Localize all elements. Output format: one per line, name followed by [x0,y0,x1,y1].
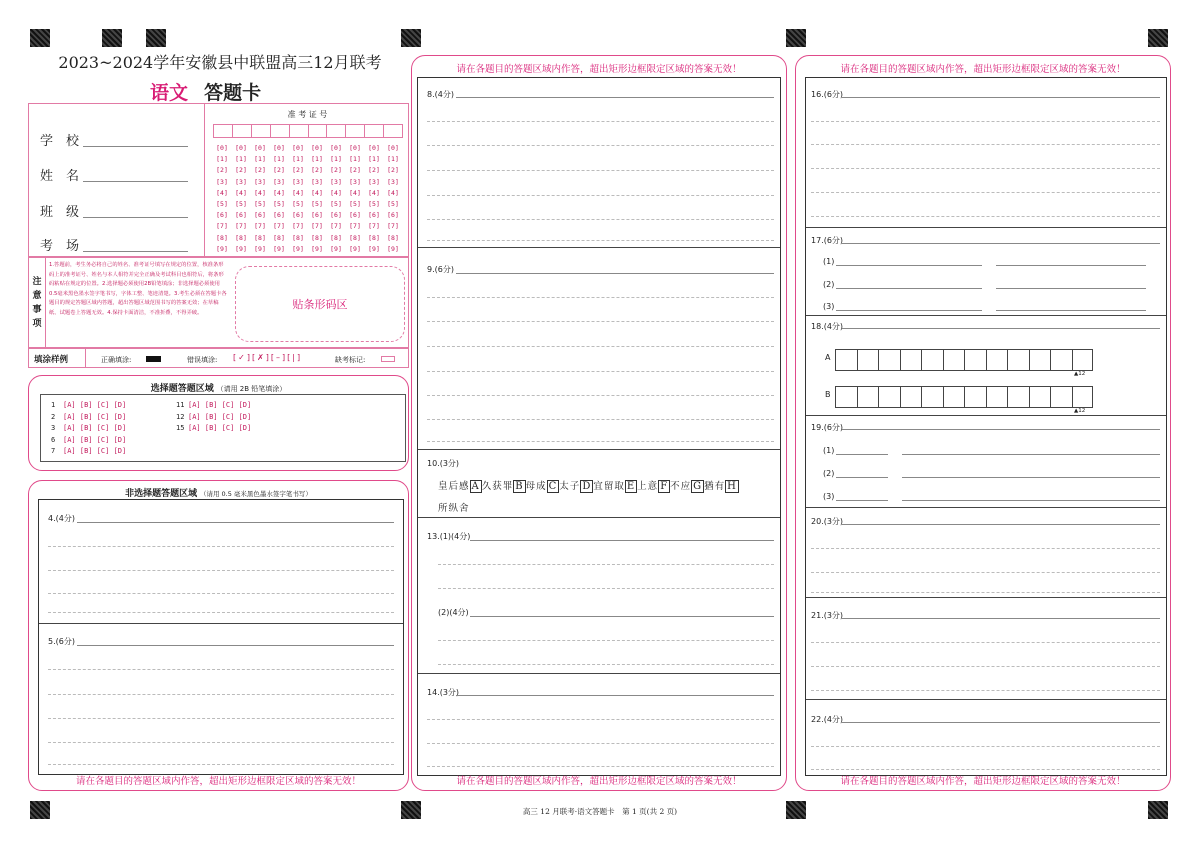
exam-digit-bubble[interactable]: [9] [254,244,266,253]
notice-label: 注 意 事 项 [29,258,46,349]
sentence-segment: 猶有 [704,481,726,492]
question-17[interactable] [806,228,1166,316]
mc-question-number: 1 [51,401,56,409]
break-option-a[interactable]: A [471,481,480,492]
exam-digit-bubble[interactable]: [7] [387,222,399,231]
nonmc-title: 非选择题答题区域 （请用 0.5 毫米黑色墨水签字笔书写） [125,489,312,499]
q17-sub2-label: (2) [823,280,835,289]
sentence-segment: 不应 [670,481,692,492]
mc-column [28,375,409,471]
card-name: 答题卡 [204,82,262,104]
timing-mark [1148,29,1168,47]
exam-digit-bubble[interactable]: [5] [235,200,247,209]
mc-row[interactable] [51,423,126,435]
exam-digit-bubble[interactable]: [8] [311,233,323,242]
question-19[interactable] [806,416,1166,508]
mc-row[interactable] [51,412,126,424]
exam-digit-bubble[interactable]: [2] [292,166,304,175]
exam-digit-bubble[interactable]: [8] [216,233,228,242]
mc-options[interactable]: [A] [B] [C] [D] [188,424,252,432]
mc-row[interactable] [51,435,126,447]
mc-question-number: 2 [51,412,56,421]
exam-digit-bubble[interactable]: [9] [273,244,285,253]
exam-digit-bubble[interactable]: [0] [235,144,247,152]
exam-digit-bubble[interactable]: [5] [292,200,304,209]
mc-options[interactable]: [A] [B] [C] [D] [188,401,252,409]
exam-digit-bubble[interactable]: [5] [387,200,399,209]
exam-digit-bubble[interactable]: [2] [349,166,361,175]
mc-row[interactable] [51,446,126,458]
exam-digit-column[interactable] [270,143,288,255]
exam-digit-bubble[interactable]: [1] [368,155,380,164]
exam-digit-bubble[interactable]: [0] [273,144,285,152]
q19-sub2-label: (2) [823,469,835,478]
sentence-segment: 宜留取 [593,481,625,492]
exam-digit-bubble[interactable]: [9] [311,244,323,253]
break-option-g[interactable]: G [693,481,703,492]
exam-digit-bubble[interactable]: [7] [368,222,380,231]
exam-number-grid [205,104,410,258]
question-17-label: 17.(6分) [811,236,844,245]
exam-digit-bubble[interactable]: [3] [292,177,304,186]
exam-digit-bubble[interactable]: [0] [311,144,323,152]
break-option-h[interactable]: H [727,481,737,492]
question-22-label: 22.(4分) [811,715,844,724]
exam-digit-bubble[interactable]: [0] [330,144,342,152]
question-10-tail: 所纵舍 [438,503,470,514]
exam-number-label: 准 考 证 号 [287,110,328,119]
exam-digit-bubble[interactable]: [6] [387,211,399,220]
exam-digit-bubble[interactable]: [5] [368,200,380,209]
exam-digit-bubble[interactable]: [2] [235,166,247,175]
exam-digit-bubble[interactable]: [4] [292,188,304,197]
mc-question-number: 7 [51,447,56,455]
nonmc-column [28,480,409,791]
question-13-1-label: 13.(1)(4分) [427,532,471,541]
exam-digit-bubble[interactable]: [6] [349,211,361,220]
exam-digit-bubble[interactable]: [8] [368,233,380,242]
question-13[interactable] [418,518,780,674]
q19-sub1-label: (1) [823,446,835,455]
timing-mark [786,29,806,47]
exam-digit-column[interactable] [327,143,345,255]
exam-digit-bubble[interactable]: [8] [330,233,342,242]
mc-options[interactable]: [A] [B] [C] [D] [188,412,252,421]
exam-digit-bubble[interactable]: [2] [387,166,399,175]
absent-mark-box[interactable] [381,356,395,362]
sentence-segment: 太子 [559,481,581,492]
question-18[interactable] [806,316,1166,416]
exam-digit-bubble[interactable]: [4] [235,188,247,197]
exam-digit-bubble[interactable]: [3] [254,177,266,186]
exam-digit-bubble[interactable]: [4] [387,188,399,197]
exam-digit-bubble[interactable]: [0] [254,144,266,152]
right-column [795,55,1171,791]
exam-digit-bubble[interactable]: [6] [235,211,247,220]
exam-number-boxes[interactable] [213,124,403,138]
mc-row[interactable] [176,423,251,435]
exam-digit-bubble[interactable]: [3] [387,177,399,186]
exam-digit-bubble[interactable]: [9] [235,244,247,253]
exam-digit-bubble[interactable]: [8] [254,233,266,242]
exam-digit-column[interactable] [251,143,269,255]
mc-row[interactable] [176,412,251,424]
exam-digit-bubble[interactable]: [6] [311,211,323,220]
absent-mark-label: 缺考标记: [335,356,366,364]
exam-digit-bubble[interactable]: [1] [292,155,304,164]
exam-digit-bubble[interactable]: [2] [273,166,285,175]
info-block [28,103,409,257]
exam-digit-bubble[interactable]: [1] [273,155,285,164]
exam-digit-column[interactable] [308,143,326,255]
exam-digit-bubble[interactable]: [0] [368,144,380,152]
question-8-label: 8.(4分) [427,90,454,99]
exam-digit-bubble[interactable]: [2] [368,166,380,175]
question-21-label: 21.(3分) [811,611,844,620]
exam-digit-bubble[interactable]: [6] [368,211,380,220]
exam-digit-column[interactable] [213,143,231,255]
middle-column [411,55,787,791]
warning-right-bottom: 请在各题目的答题区域内作答，超出矩形边框限定区域的答案无效！ [840,776,1126,787]
correct-fill-label: 正确填涂: [101,356,132,364]
sentence-segment: 母成 [525,481,547,492]
exam-digit-bubble[interactable]: [1] [387,155,399,164]
q18-a-label: A [825,353,831,362]
timing-mark [146,29,166,47]
exam-digit-column[interactable] [365,143,383,255]
exam-digit-bubble[interactable]: [9] [368,244,380,253]
question-10-label: 10.(3分) [427,459,460,468]
exam-digit-bubble[interactable]: [5] [330,200,342,209]
break-option-f[interactable]: F [660,481,669,492]
exam-title: 2023~2024学年安徽县中联盟高三12月联考 [58,53,382,72]
fill-example-row [28,348,409,368]
mc-options[interactable]: [A] [B] [C] [D] [63,435,127,444]
exam-digit-bubble[interactable]: [5] [254,200,266,209]
sentence-segment: 上意 [637,481,659,492]
question-10-sentence [438,478,739,493]
exam-digit-bubble[interactable]: [2] [254,166,266,175]
exam-digit-bubble[interactable]: [6] [273,211,285,220]
break-option-d[interactable]: D [582,481,592,492]
class-field[interactable] [40,201,79,220]
question-13-2-label: (2)(4分) [438,608,469,617]
exam-digit-bubble[interactable]: [5] [273,200,285,209]
exam-digit-column[interactable] [346,143,364,255]
wrong-fill-samples: [✓][✗][–][|] [233,353,303,362]
mc-question-number: 11 [176,401,185,409]
exam-digit-bubble[interactable]: [3] [368,177,380,186]
question-5-label: 5.(6分) [48,637,75,646]
question-18-label: 18.(4分) [811,322,844,331]
exam-digit-bubble[interactable]: [0] [216,144,228,152]
sentence-segment: 皇后感 [438,481,470,492]
question-19-label: 19.(6分) [811,423,844,432]
mc-row[interactable] [51,400,126,412]
exam-digit-bubble[interactable]: [8] [349,233,361,242]
mc-answer-box [40,394,406,462]
mc-question-number: 3 [51,424,56,432]
exam-digit-bubble[interactable]: [3] [349,177,361,186]
exam-digit-bubble[interactable]: [7] [330,222,342,231]
timing-mark [30,29,50,47]
q18-b-label: B [825,390,831,399]
notice-block [28,257,409,348]
exam-digit-bubble[interactable]: [5] [349,200,361,209]
mc-options[interactable]: [A] [B] [C] [D] [63,412,127,421]
exam-digit-bubble[interactable]: [1] [235,155,247,164]
question-20[interactable] [806,508,1166,598]
exam-digit-bubble[interactable]: [4] [254,188,266,197]
barcode-label: 贴条形码区 [292,298,348,311]
exam-digit-bubble[interactable]: [7] [216,222,228,231]
warning-left: 请在各题目的答题区域内作答，超出矩形边框限定区域的答案无效！ [75,776,361,787]
exam-digit-bubble[interactable]: [1] [349,155,361,164]
question-4[interactable] [39,500,403,624]
middle-box [417,77,781,776]
exam-digit-bubble[interactable]: [6] [330,211,342,220]
question-5[interactable] [39,624,403,776]
exam-digit-bubble[interactable]: [8] [292,233,304,242]
subject-header [150,78,261,105]
exam-digit-bubble[interactable]: [6] [292,211,304,220]
exam-digit-bubble[interactable]: [3] [273,177,285,186]
mc-question-number: 6 [51,435,56,444]
question-16-label: 16.(6分) [811,90,844,99]
exam-digit-column[interactable] [232,143,250,255]
q19-sub3-label: (3) [823,492,835,501]
q18-a-count: ▲12 [1074,371,1086,377]
exam-digit-bubble[interactable]: [3] [330,177,342,186]
exam-digit-bubble[interactable]: [7] [235,222,247,231]
question-22[interactable] [806,700,1166,777]
question-21[interactable] [806,598,1166,700]
exam-digit-bubble[interactable]: [3] [311,177,323,186]
q17-sub3-label: (3) [823,302,835,311]
exam-digit-column[interactable] [384,143,402,255]
school-field[interactable] [40,130,79,149]
question-8[interactable] [418,78,780,248]
exam-digit-bubble[interactable]: [1] [254,155,266,164]
name-label: 姓 名 [40,169,80,184]
wrong-fill-label: 错误填涂: [187,356,218,364]
question-9-label: 9.(6分) [427,265,454,274]
info-labels [29,104,205,258]
correct-fill-sample [146,356,161,362]
mc-options[interactable]: [A] [B] [C] [D] [63,401,127,409]
exam-digit-bubble[interactable]: [8] [387,233,399,242]
exam-digit-bubble[interactable]: [9] [387,244,399,253]
mc-question-number: 12 [176,412,185,421]
subject-name: 语文 [150,82,189,104]
exam-digit-bubble[interactable]: [6] [254,211,266,220]
exam-digit-bubble[interactable]: [9] [292,244,304,253]
exam-digit-bubble[interactable]: [2] [330,166,342,175]
mc-options[interactable]: [A] [B] [C] [D] [63,424,127,432]
exam-digit-bubble[interactable]: [9] [349,244,361,253]
exam-digit-bubble[interactable]: [1] [311,155,323,164]
question-14-label: 14.(3分) [427,688,460,697]
exam-digit-bubble[interactable]: [4] [311,188,323,197]
q18-a-grid[interactable] [835,349,1093,371]
mc-options[interactable]: [A] [B] [C] [D] [63,447,127,455]
mc-col2 [176,400,251,435]
school-label: 学 校 [40,134,80,149]
fill-example-label: 填涂样例 [34,355,69,365]
exam-digit-bubble[interactable]: [9] [330,244,342,253]
timing-mark [401,29,421,47]
exam-digit-column[interactable] [289,143,307,255]
mc-title: 选择题答题区域 （请用 2B 铅笔填涂） [150,384,287,394]
class-label: 班 级 [40,205,80,220]
question-4-label: 4.(4分) [48,514,75,523]
exam-digit-bubble[interactable]: [7] [254,222,266,231]
exam-digit-bubble[interactable]: [5] [311,200,323,209]
exam-digit-bubble[interactable]: [7] [311,222,323,231]
exam-digit-bubble[interactable]: [4] [273,188,285,197]
exam-digit-bubble[interactable]: [2] [311,166,323,175]
question-9[interactable] [418,248,780,450]
exam-digit-bubble[interactable]: [3] [216,177,228,186]
name-field[interactable] [40,165,79,184]
exam-digit-bubble[interactable]: [7] [349,222,361,231]
sentence-segment: 久获罪 [481,481,514,492]
exam-digit-bubble[interactable]: [5] [216,200,228,209]
q18-b-grid[interactable] [835,386,1093,408]
warning-mid-bottom: 请在各题目的答题区域内作答，超出矩形边框限定区域的答案无效！ [456,776,742,787]
exam-digit-bubble[interactable]: [0] [349,144,361,152]
mc-row[interactable] [176,400,251,412]
page-footer: 高三 12 月联考·语文答题卡 第 1 页(共 2 页) [522,807,678,816]
exam-digit-bubble[interactable]: [0] [387,144,399,152]
exam-digit-bubble[interactable]: [8] [235,233,247,242]
break-option-c[interactable]: C [548,481,558,492]
question-16[interactable] [806,78,1166,228]
exam-digit-bubble[interactable]: [3] [235,177,247,186]
barcode-area [235,266,405,342]
q17-sub1-label: (1) [823,257,835,266]
exam-digit-bubble[interactable]: [4] [330,188,342,197]
question-14[interactable] [418,674,780,777]
exam-digit-bubble[interactable]: [4] [216,188,228,197]
room-field[interactable] [40,235,79,254]
exam-digit-bubble[interactable]: [1] [330,155,342,164]
nonmc-box [38,499,404,775]
exam-digit-bubble[interactable]: [8] [273,233,285,242]
exam-digit-bubble[interactable]: [0] [292,144,304,152]
exam-digit-bubble[interactable]: [2] [216,166,228,175]
notice-text: 1.答题前，考生务必将自己的姓名、准考证号填写在规定的位置，核准条形码上的准考证号、姓名与本人相符并完全正确及考试科目也相符后，将条形码粘贴在规定的位置。2.选择题必须使用2B铅笔填涂；非选择题必须使用0.5毫米黑色墨水签字笔书写，字体工整、笔迹清楚。3.考生必须在答题卡各题目的规定答题区域内答题，超出答题区域范围书写的答案无效；在草稿纸、试题卷上答题无效。4.保持卡面清洁，不准折叠，不得弄破。 [49,262,227,316]
warning-right-top: 请在各题目的答题区域内作答，超出矩形边框限定区域的答案无效！ [840,64,1126,75]
exam-digit-bubble[interactable]: [7] [273,222,285,231]
timing-mark [102,29,122,47]
mc-col1 [51,400,126,458]
break-option-b[interactable]: B [515,481,524,492]
exam-digit-bubble[interactable]: [7] [292,222,304,231]
exam-digit-bubble[interactable]: [6] [216,211,228,220]
question-20-label: 20.(3分) [811,517,844,526]
room-label: 考 场 [40,239,80,254]
exam-digit-bubble[interactable]: [4] [349,188,361,197]
question-10[interactable] [418,450,780,518]
q18-b-count: ▲12 [1074,408,1086,414]
right-box [805,77,1167,776]
break-option-e[interactable]: E [626,481,636,492]
exam-digit-bubble[interactable]: [4] [368,188,380,197]
exam-digit-bubble[interactable]: [9] [216,244,228,253]
mc-question-number: 15 [176,424,185,432]
exam-digit-bubble[interactable]: [1] [216,155,228,164]
warning-mid-top: 请在各题目的答题区域内作答，超出矩形边框限定区域的答案无效！ [456,64,742,75]
